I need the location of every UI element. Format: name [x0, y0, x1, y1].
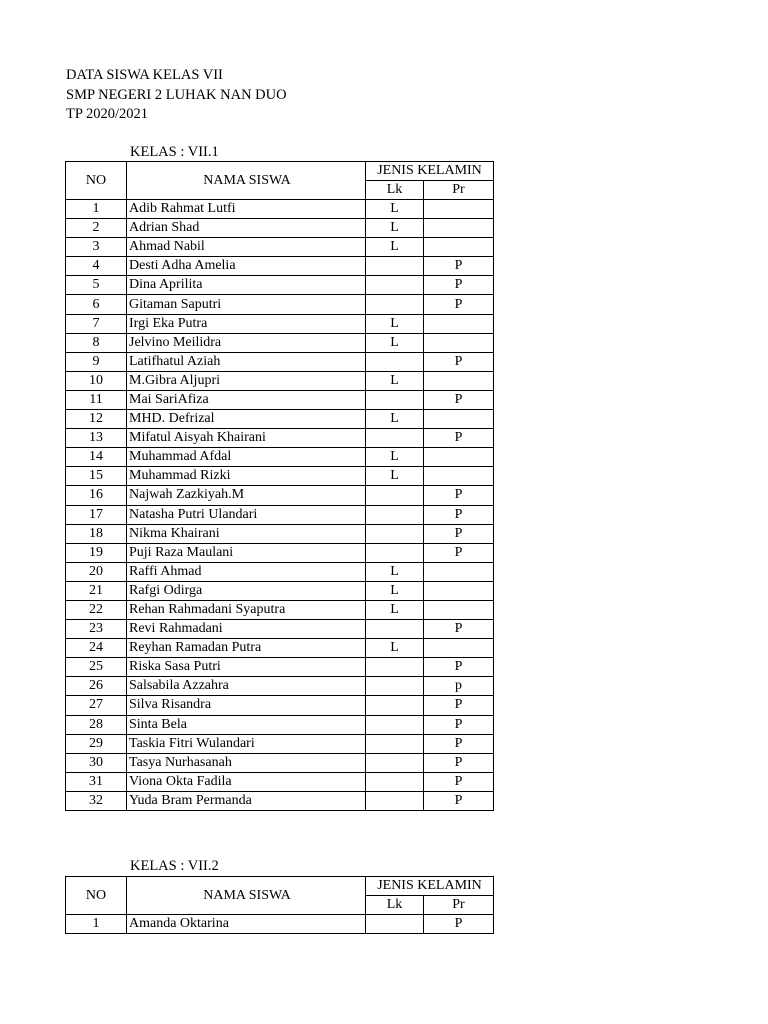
row-number: 15 — [66, 467, 127, 486]
row-number: 5 — [66, 276, 127, 295]
gender-pr-cell: P — [424, 505, 494, 524]
column-header-pr: Pr — [424, 181, 494, 200]
row-number: 17 — [66, 505, 127, 524]
student-name: Puji Raza Maulani — [127, 543, 366, 562]
row-number: 14 — [66, 448, 127, 467]
column-header-no: NO — [66, 877, 127, 915]
gender-lk-cell — [366, 486, 424, 505]
student-name: Riska Sasa Putri — [127, 658, 366, 677]
gender-pr-cell: P — [424, 524, 494, 543]
table-row — [66, 333, 494, 352]
gender-pr-cell — [424, 371, 494, 390]
row-number: 28 — [66, 715, 127, 734]
student-name: Adib Rahmat Lutfi — [127, 200, 366, 219]
student-name: Silva Risandra — [127, 696, 366, 715]
gender-lk-cell: L — [366, 238, 424, 257]
gender-lk-cell: L — [366, 448, 424, 467]
gender-pr-cell: P — [424, 620, 494, 639]
student-name: Latifhatul Aziah — [127, 352, 366, 371]
gender-pr-cell: P — [424, 276, 494, 295]
gender-pr-cell — [424, 410, 494, 429]
gender-lk-cell: L — [366, 600, 424, 619]
gender-lk-cell: L — [366, 333, 424, 352]
row-number: 9 — [66, 352, 127, 371]
gender-pr-cell: P — [424, 390, 494, 409]
student-table-vii-2 — [65, 876, 494, 934]
column-header-name: NAMA SISWA — [127, 162, 366, 200]
student-name: Reyhan Ramadan Putra — [127, 639, 366, 658]
gender-lk-cell — [366, 429, 424, 448]
table-row — [66, 448, 494, 467]
student-name: Jelvino Meilidra — [127, 333, 366, 352]
column-header-gender: JENIS KELAMIN — [366, 877, 494, 896]
class-label-vii-2: KELAS : VII.2 — [130, 858, 219, 874]
table-row — [66, 352, 494, 371]
gender-pr-cell — [424, 639, 494, 658]
student-name: MHD. Defrizal — [127, 410, 366, 429]
row-number: 22 — [66, 600, 127, 619]
student-name: Najwah Zazkiyah.M — [127, 486, 366, 505]
student-name: Taskia Fitri Wulandari — [127, 734, 366, 753]
table-row — [66, 505, 494, 524]
gender-lk-cell: L — [366, 314, 424, 333]
table-row — [66, 600, 494, 619]
student-name: Muhammad Rizki — [127, 467, 366, 486]
table-row — [66, 677, 494, 696]
gender-lk-cell — [366, 524, 424, 543]
row-number: 3 — [66, 238, 127, 257]
gender-lk-cell — [366, 543, 424, 562]
row-number: 30 — [66, 753, 127, 772]
row-number: 32 — [66, 791, 127, 810]
gender-lk-cell: L — [366, 467, 424, 486]
gender-pr-cell — [424, 238, 494, 257]
gender-pr-cell: p — [424, 677, 494, 696]
table-row — [66, 295, 494, 314]
table-row — [66, 715, 494, 734]
row-number: 8 — [66, 333, 127, 352]
gender-pr-cell: P — [424, 791, 494, 810]
table-row — [66, 314, 494, 333]
row-number: 29 — [66, 734, 127, 753]
student-name: Desti Adha Amelia — [127, 257, 366, 276]
table-row — [66, 620, 494, 639]
gender-lk-cell — [366, 734, 424, 753]
gender-lk-cell: L — [366, 200, 424, 219]
table-row — [66, 200, 494, 219]
student-rows — [66, 200, 494, 811]
row-number: 11 — [66, 390, 127, 409]
table-row — [66, 753, 494, 772]
student-name: Dina Aprilita — [127, 276, 366, 295]
column-header-no: NO — [66, 162, 127, 200]
student-name: Amanda Oktarina — [127, 915, 366, 934]
class-label-vii-1: KELAS : VII.1 — [130, 144, 219, 160]
student-name: Raffi Ahmad — [127, 562, 366, 581]
gender-pr-cell — [424, 581, 494, 600]
table-row — [66, 390, 494, 409]
student-name: Irgi Eka Putra — [127, 314, 366, 333]
gender-pr-cell: P — [424, 352, 494, 371]
student-name: Sinta Bela — [127, 715, 366, 734]
row-number: 1 — [66, 915, 127, 934]
row-number: 26 — [66, 677, 127, 696]
student-name: Mifatul Aisyah Khairani — [127, 429, 366, 448]
gender-lk-cell — [366, 791, 424, 810]
row-number: 13 — [66, 429, 127, 448]
gender-lk-cell: L — [366, 581, 424, 600]
gender-lk-cell — [366, 257, 424, 276]
table-row — [66, 658, 494, 677]
table-row — [66, 696, 494, 715]
gender-lk-cell — [366, 677, 424, 696]
gender-pr-cell: P — [424, 734, 494, 753]
table-row — [66, 915, 494, 934]
gender-lk-cell — [366, 715, 424, 734]
gender-pr-cell: P — [424, 295, 494, 314]
gender-pr-cell — [424, 200, 494, 219]
table-row — [66, 772, 494, 791]
table-row — [66, 734, 494, 753]
table-row — [66, 467, 494, 486]
gender-pr-cell: P — [424, 915, 494, 934]
gender-lk-cell — [366, 352, 424, 371]
gender-pr-cell: P — [424, 658, 494, 677]
column-header-gender: JENIS KELAMIN — [366, 162, 494, 181]
gender-pr-cell — [424, 448, 494, 467]
gender-pr-cell: P — [424, 772, 494, 791]
student-name: Mai SariAfiza — [127, 390, 366, 409]
school-name: SMP NEGERI 2 LUHAK NAN DUO — [66, 87, 287, 103]
row-number: 10 — [66, 371, 127, 390]
student-name: Rafgi Odirga — [127, 581, 366, 600]
student-name: Tasya Nurhasanah — [127, 753, 366, 772]
student-name: Revi Rahmadani — [127, 620, 366, 639]
gender-lk-cell — [366, 276, 424, 295]
gender-lk-cell — [366, 390, 424, 409]
student-table-vii-1 — [65, 161, 494, 811]
row-number: 1 — [66, 200, 127, 219]
row-number: 4 — [66, 257, 127, 276]
gender-lk-cell: L — [366, 639, 424, 658]
student-name: Adrian Shad — [127, 219, 366, 238]
row-number: 21 — [66, 581, 127, 600]
student-name: Salsabila Azzahra — [127, 677, 366, 696]
gender-pr-cell: P — [424, 543, 494, 562]
gender-lk-cell — [366, 620, 424, 639]
table-row — [66, 562, 494, 581]
gender-pr-cell — [424, 219, 494, 238]
row-number: 24 — [66, 639, 127, 658]
table-row — [66, 371, 494, 390]
student-rows — [66, 915, 494, 934]
school-year: TP 2020/2021 — [66, 106, 149, 122]
gender-pr-cell: P — [424, 257, 494, 276]
gender-pr-cell: P — [424, 753, 494, 772]
student-name: Muhammad Afdal — [127, 448, 366, 467]
gender-pr-cell — [424, 562, 494, 581]
table-row — [66, 486, 494, 505]
gender-pr-cell: P — [424, 715, 494, 734]
student-name: Gitaman Saputri — [127, 295, 366, 314]
gender-lk-cell: L — [366, 410, 424, 429]
gender-lk-cell — [366, 505, 424, 524]
row-number: 23 — [66, 620, 127, 639]
student-name: M.Gibra Aljupri — [127, 371, 366, 390]
table-row — [66, 581, 494, 600]
student-name: Natasha Putri Ulandari — [127, 505, 366, 524]
row-number: 31 — [66, 772, 127, 791]
table-row — [66, 276, 494, 295]
gender-lk-cell: L — [366, 219, 424, 238]
table-row — [66, 543, 494, 562]
document-title: DATA SISWA KELAS VII — [66, 67, 223, 83]
gender-lk-cell — [366, 753, 424, 772]
table-row — [66, 410, 494, 429]
row-number: 25 — [66, 658, 127, 677]
column-header-pr: Pr — [424, 896, 494, 915]
gender-pr-cell — [424, 600, 494, 619]
column-header-lk: Lk — [366, 896, 424, 915]
gender-pr-cell — [424, 333, 494, 352]
table-row — [66, 791, 494, 810]
student-name: Rehan Rahmadani Syaputra — [127, 600, 366, 619]
student-name: Viona Okta Fadila — [127, 772, 366, 791]
gender-pr-cell — [424, 467, 494, 486]
table-row — [66, 524, 494, 543]
student-name: Ahmad Nabil — [127, 238, 366, 257]
column-header-name: NAMA SISWA — [127, 877, 366, 915]
table-row — [66, 639, 494, 658]
gender-lk-cell — [366, 696, 424, 715]
gender-lk-cell: L — [366, 371, 424, 390]
student-name: Nikma Khairani — [127, 524, 366, 543]
gender-pr-cell: P — [424, 696, 494, 715]
row-number: 19 — [66, 543, 127, 562]
student-name: Yuda Bram Permanda — [127, 791, 366, 810]
table-row — [66, 257, 494, 276]
row-number: 6 — [66, 295, 127, 314]
table-row — [66, 429, 494, 448]
gender-lk-cell — [366, 295, 424, 314]
column-header-lk: Lk — [366, 181, 424, 200]
table-row — [66, 219, 494, 238]
table-row — [66, 238, 494, 257]
gender-pr-cell — [424, 314, 494, 333]
gender-pr-cell: P — [424, 429, 494, 448]
row-number: 27 — [66, 696, 127, 715]
gender-lk-cell — [366, 915, 424, 934]
row-number: 12 — [66, 410, 127, 429]
gender-lk-cell — [366, 658, 424, 677]
gender-lk-cell — [366, 772, 424, 791]
row-number: 7 — [66, 314, 127, 333]
row-number: 16 — [66, 486, 127, 505]
gender-lk-cell: L — [366, 562, 424, 581]
row-number: 18 — [66, 524, 127, 543]
gender-pr-cell: P — [424, 486, 494, 505]
row-number: 20 — [66, 562, 127, 581]
row-number: 2 — [66, 219, 127, 238]
